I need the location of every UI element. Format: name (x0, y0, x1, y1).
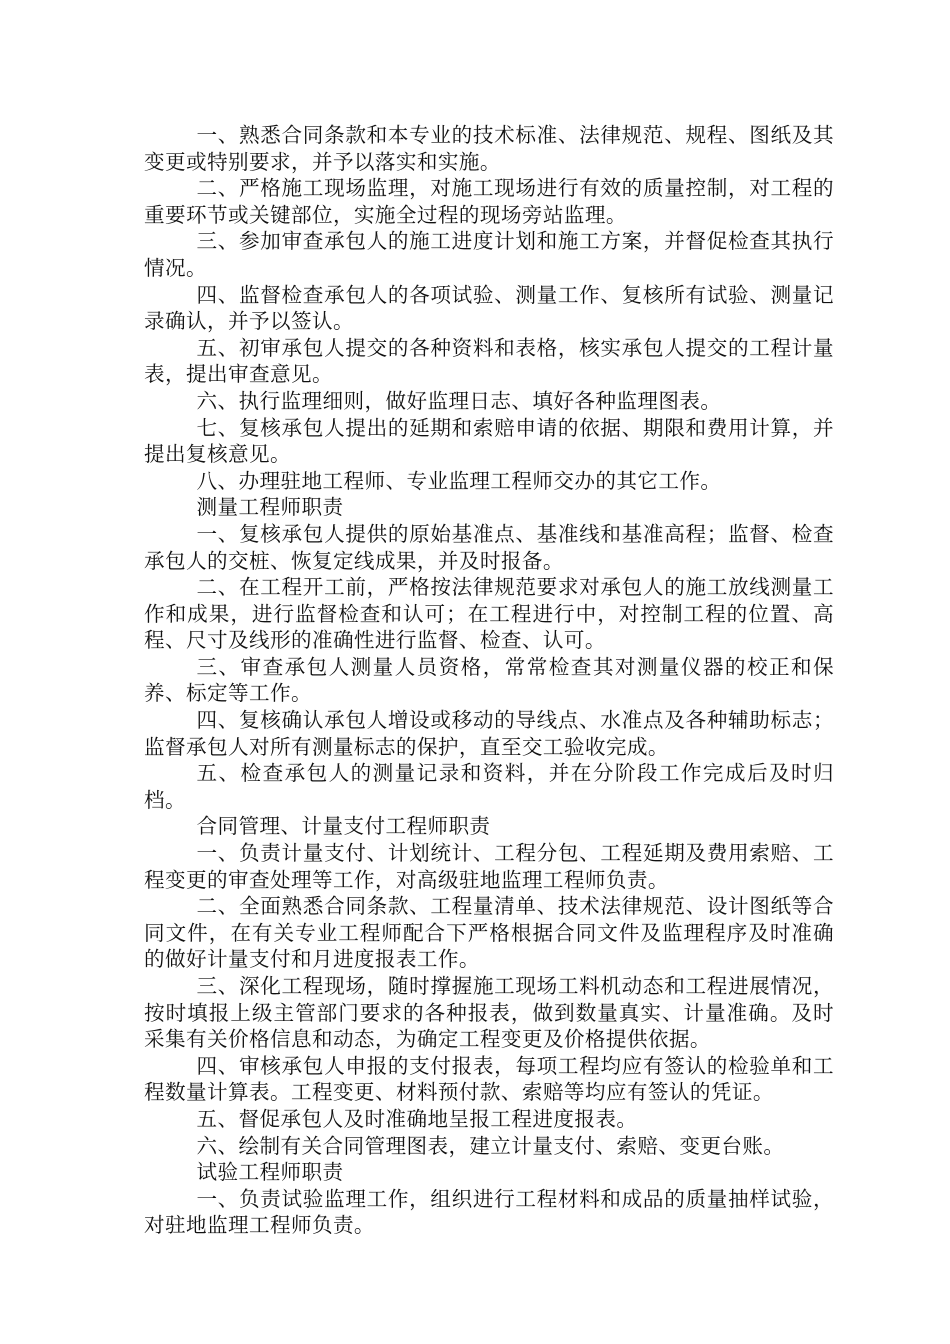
paragraph: 二、严格施工现场监理，对施工现场进行有效的质量控制，对工程的重要环节或关键部位，实施全过程的现场旁站监理。 (144, 176, 834, 227)
section-heading: 测量工程师职责 (196, 495, 344, 520)
paragraph: 八、办理驻地工程师、专业监理工程师交办的其它工作。 (196, 468, 722, 493)
paragraph: 五、检查承包人的测量记录和资料，并在分阶段工作完成后及时归档。 (144, 761, 834, 812)
paragraph: 一、负责试验监理工作，组织进行工程材料和成品的质量抽样试验，对驻地监理工程师负责。 (144, 1186, 834, 1238)
paragraph: 一、复核承包人提供的原始基准点、基准线和基准高程；监督、检查承包人的交桩、恢复定线成果，并及时报备。 (144, 521, 834, 573)
paragraph: 二、全面熟悉合同条款、工程量清单、技术法律规范、设计图纸等合同文件，在有关专业工程师配合下严格根据合同文件及监理程序及时准确的做好计量支付和月进度报表工作。 (144, 894, 834, 972)
paragraph: 一、熟悉合同条款和本专业的技术标准、法律规范、规程、图纸及其变更或特别要求，并予以落实和实施。 (144, 123, 834, 174)
paragraph: 五、督促承包人及时准确地呈报工程进度报表。 (196, 1106, 638, 1131)
paragraph: 四、监督检查承包人的各项试验、测量工作、复核所有试验、测量记录确认，并予以签认。 (144, 282, 834, 334)
paragraph: 五、初审承包人提交的各种资料和表格，核实承包人提交的工程计量表，提出审查意见。 (144, 335, 834, 387)
paragraph: 四、复核确认承包人增设或移动的导线点、水准点及各种辅助标志；监督承包人对所有测量标志的保护，直至交工验收完成。 (144, 708, 834, 759)
section-heading: 合同管理、计量支付工程师职责 (196, 814, 491, 839)
document-body (144, 122, 834, 1239)
section-heading: 试验工程师职责 (196, 1160, 344, 1185)
paragraph: 一、负责计量支付、计划统计、工程分包、工程延期及费用索赔、工程变更的审查处理等工作，对高级驻地监理工程师负责。 (144, 841, 834, 892)
paragraph: 七、复核承包人提出的延期和索赔申请的依据、期限和费用计算，并提出复核意见。 (144, 415, 834, 467)
paragraph: 六、绘制有关合同管理图表，建立计量支付、索赔、变更台账。 (196, 1133, 785, 1158)
paragraph: 四、审核承包人申报的支付报表，每项工程均应有签认的检验单和工程数量计算表。工程变更、材料预付款、索赔等均应有签认的凭证。 (144, 1053, 834, 1105)
paragraph: 三、参加审查承包人的施工进度计划和施工方案，并督促检查其执行情况。 (144, 229, 834, 280)
paragraph: 三、深化工程现场，随时撑握施工现场工料机动态和工程进展情况，按时填报上级主管部门要求的各种报表，做到数量真实、计量准确。及时采集有关价格信息和动态，为确定工程变更及价格提供依据。 (144, 974, 834, 1052)
paragraph: 六、执行监理细则，做好监理日志、填好各种监理图表。 (196, 388, 722, 413)
paragraph: 二、在工程开工前，严格按法律规范要求对承包人的施工放线测量工作和成果，进行监督检查和认可；在工程进行中，对控制工程的位置、高程、尺寸及线形的准确性进行监督、检查、认可。 (144, 575, 834, 653)
paragraph: 三、审查承包人测量人员资格，常常检查其对测量仪器的校正和保养、标定等工作。 (144, 654, 834, 706)
